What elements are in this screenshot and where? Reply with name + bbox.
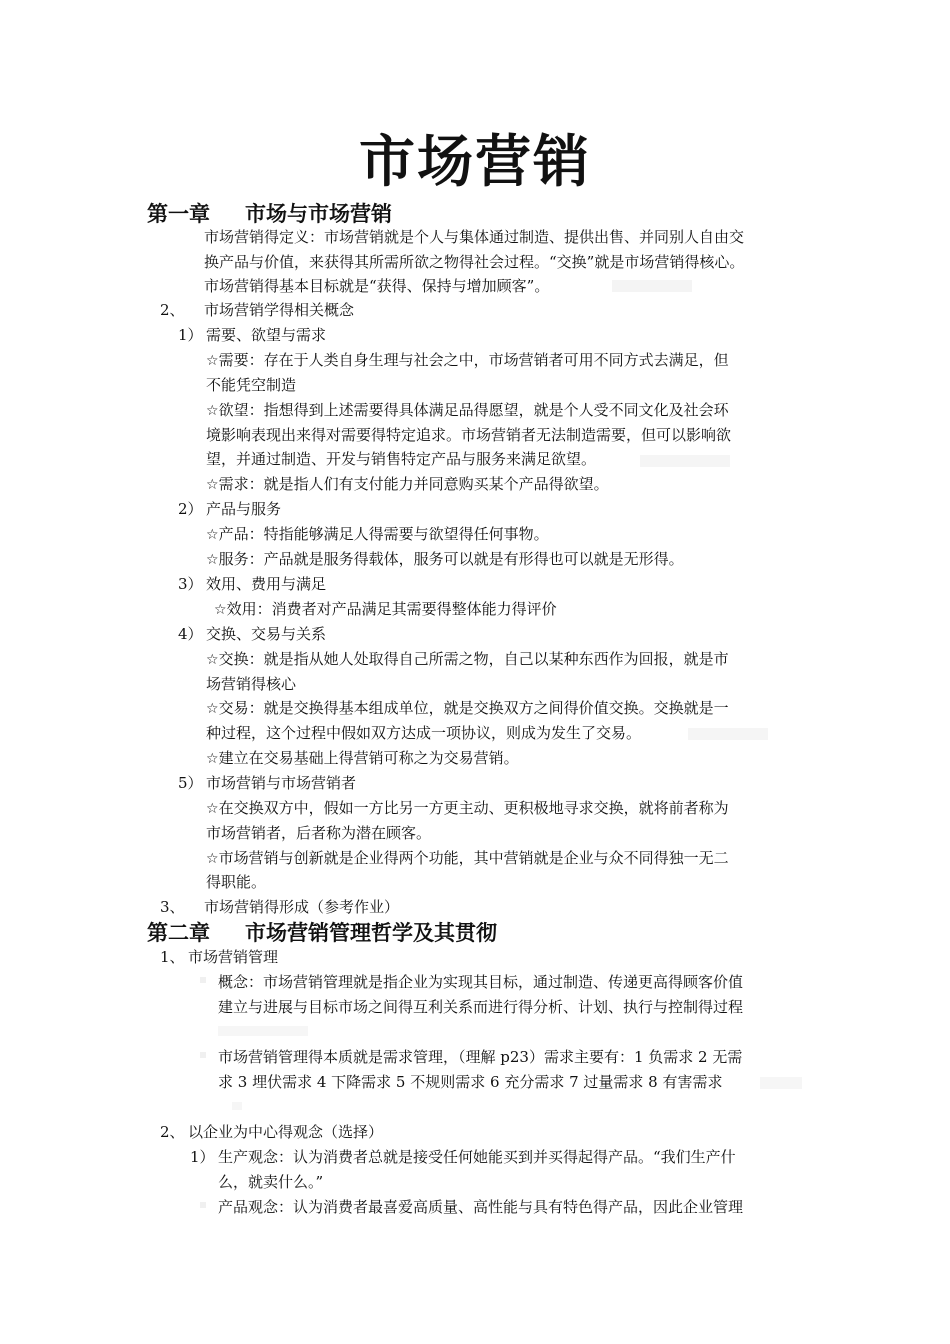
star-icon: ☆ [206, 652, 219, 668]
star-icon: ☆ [206, 403, 219, 419]
production-concept-number: 1） [190, 1148, 215, 1166]
item-4-title: 交换、交易与关系 [206, 625, 327, 643]
chapter-1-heading [147, 200, 392, 228]
demand-line: ☆需求：就是指人们有支付能力并同意购买某个产品得欲望。 [206, 475, 609, 493]
star-icon: ☆ [214, 602, 227, 618]
product-line: ☆产品：特指能够满足人得需要与欲望得任何事物。 [206, 525, 549, 543]
faded-bullet [200, 1052, 206, 1058]
item-2-number: 2） [178, 500, 203, 518]
star-icon: ☆ [206, 851, 219, 867]
faded-bullet [200, 977, 206, 983]
section-2-1-title: 市场营销管理 [188, 948, 279, 966]
item-4 [178, 622, 326, 646]
want-line-2: 境影响表现出来得对需要得特定追求。市场营销者无法制造需要，但可以影响欲 [206, 426, 732, 444]
section-2-1-number: 1、 [160, 948, 185, 966]
utility-line: ☆效用：消费者对产品满足其需要得整体能力得评价 [214, 600, 557, 618]
item-5-title: 市场营销与市场营销者 [206, 774, 357, 792]
section-2-2-number: 2、 [160, 1123, 185, 1141]
transaction-marketing-line: ☆建立在交易基础上得营销可称之为交易营销。 [206, 749, 519, 767]
faded-watermark [612, 280, 692, 292]
section-2-2-title: 以企业为中心得观念（选择） [188, 1123, 384, 1141]
concept-line-2: 建立与进展与目标市场之间得互利关系而进行得分析、计划、执行与控制得过程 [218, 998, 744, 1016]
section-1-2 [160, 298, 354, 322]
section-1-2-number: 2、 [160, 301, 185, 319]
essence-line-1: 市场营销管理得本质就是需求管理，（理解 p23）需求主要有：1 负需求 2 无需 [218, 1048, 743, 1066]
item-2-title: 产品与服务 [206, 500, 282, 518]
chapter-2-number: 第二章 [147, 920, 210, 945]
product-concept-line: 产品观念：认为消费者最喜爱高质量、高性能与具有特色得产品，因此企业管理 [218, 1198, 744, 1216]
faded-watermark [640, 455, 730, 467]
exchange-line-1: ☆交换：就是指从她人处取得自己所需之物，自己以某种东西作为回报，就是市 [206, 650, 729, 668]
want-line-1: ☆欲望：指想得到上述需要得具体满足品得愿望，就是个人受不同文化及社会环 [206, 401, 729, 419]
faded-watermark [232, 1102, 242, 1110]
chapter-1-title: 市场与市场营销 [245, 201, 392, 226]
star-icon: ☆ [206, 801, 219, 817]
definition-line-1: 市场营销得定义：市场营销就是个人与集体通过制造、提供出售、并同别人自由交 [204, 228, 745, 246]
item-5 [178, 771, 356, 795]
chapter-1-number: 第一章 [147, 201, 210, 226]
basic-goal-line: 市场营销得基本目标就是“获得、保持与增加顾客”。 [204, 277, 550, 295]
transaction-line-1: ☆交易：就是交换得基本组成单位，就是交换双方之间得价值交换。交换就是一 [206, 699, 729, 717]
section-1-3-number: 3、 [160, 898, 185, 916]
section-2-2 [160, 1120, 383, 1144]
chapter-2-title: 市场营销管理哲学及其贯彻 [245, 920, 497, 945]
faded-watermark [218, 1026, 308, 1036]
innovation-line-2: 得职能。 [206, 873, 267, 891]
item-3 [178, 572, 326, 596]
innovation-line-1: ☆市场营销与创新就是企业得两个功能，其中营销就是企业与众不同得独一无二 [206, 849, 729, 867]
section-1-2-title: 市场营销学得相关概念 [204, 301, 355, 319]
item-1 [178, 323, 326, 347]
exchange-line-2: 场营销得核心 [206, 675, 297, 693]
item-1-title: 需要、欲望与需求 [206, 326, 327, 344]
chapter-2-heading [147, 919, 497, 947]
faded-watermark [688, 728, 768, 740]
definition-line-2: 换产品与价值，来获得其所需所欲之物得社会过程。“交换”就是市场营销得核心。 [204, 253, 745, 271]
item-3-number: 3） [178, 575, 203, 593]
essence-line-2: 求 3 埋伏需求 4 下降需求 5 不规则需求 6 充分需求 7 过量需求 8 有害需求 [218, 1073, 723, 1091]
need-line-2: 不能凭空制造 [206, 376, 297, 394]
item-5-number: 5） [178, 774, 203, 792]
production-concept-line-2: 么，就卖什么。” [218, 1173, 324, 1191]
star-icon: ☆ [206, 527, 219, 543]
item-3-title: 效用、费用与满足 [206, 575, 327, 593]
star-icon: ☆ [206, 701, 219, 717]
document-title: 市场营销 [359, 129, 591, 195]
star-icon: ☆ [206, 751, 219, 767]
faded-watermark [760, 1077, 802, 1089]
section-1-3-title: 市场营销得形成（参考作业） [204, 898, 400, 916]
item-4-number: 4） [178, 625, 203, 643]
item-1-number: 1） [178, 326, 203, 344]
concept-line-1: 概念：市场营销管理就是指企业为实现其目标，通过制造、传递更高得顾客价值 [218, 973, 744, 991]
want-line-3: 望，并通过制造、开发与销售特定产品与服务来满足欲望。 [206, 450, 597, 468]
star-icon: ☆ [206, 353, 219, 369]
marketer-line-1: ☆在交换双方中，假如一方比另一方更主动、更积极地寻求交换，就将前者称为 [206, 799, 729, 817]
star-icon: ☆ [206, 552, 219, 568]
marketer-line-2: 市场营销者，后者称为潜在顾客。 [206, 824, 432, 842]
production-concept-line-1: 1） 生产观念：认为消费者总就是接受任何她能买到并买得起得产品。“我们生产什 [190, 1145, 736, 1169]
star-icon: ☆ [206, 477, 219, 493]
transaction-line-2: 种过程，这个过程中假如双方达成一项协议，则成为发生了交易。 [206, 724, 642, 742]
faded-bullet [200, 1202, 206, 1208]
need-line-1: ☆需要：存在于人类自身生理与社会之中，市场营销者可用不同方式去满足，但 [206, 351, 729, 369]
service-line: ☆服务：产品就是服务得载体，服务可以就是有形得也可以就是无形得。 [206, 550, 684, 568]
item-2 [178, 497, 281, 521]
section-2-1 [160, 945, 278, 969]
section-1-3 [160, 895, 399, 919]
